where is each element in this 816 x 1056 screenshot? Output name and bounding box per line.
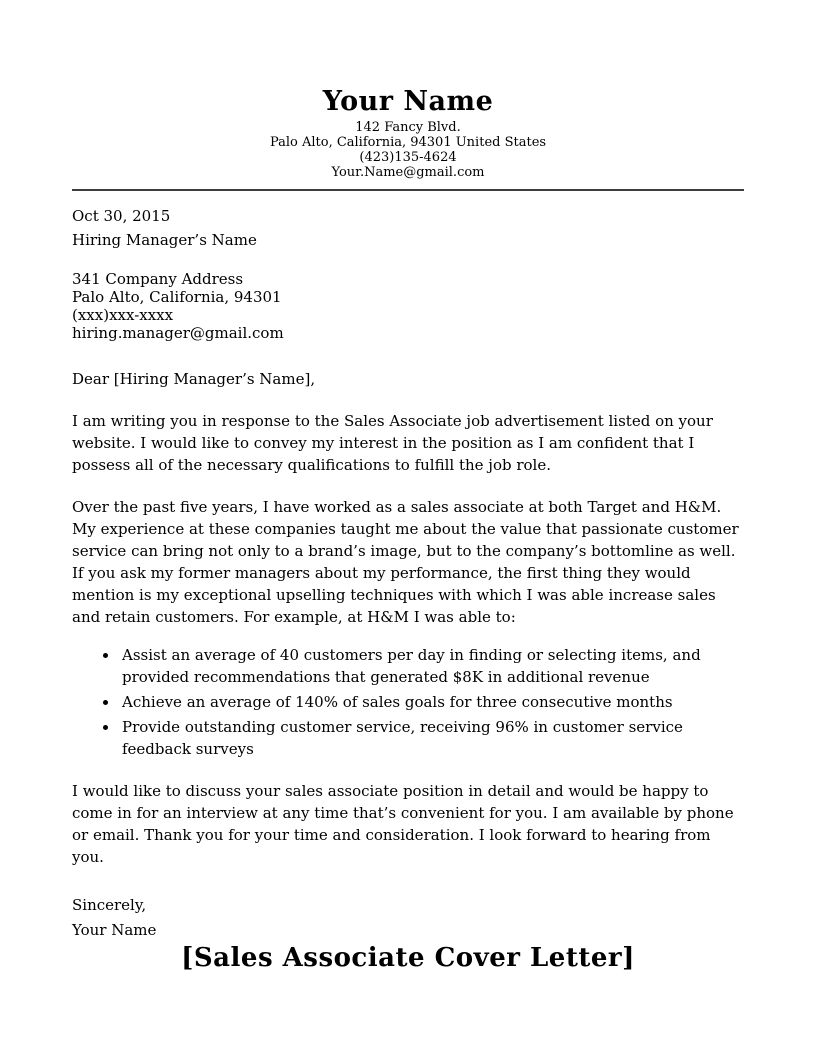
- list-item: • Assist an average of 40 customers per day in finding or selecting items, and provided recommendations that generated $8K in additional revenue: [119, 644, 744, 688]
- list-item: • Provide outstanding customer service, receiving 96% in customer service feedback surveys: [119, 716, 744, 760]
- applicant-name: Your Name: [322, 86, 494, 117]
- letterhead: [72, 0, 744, 180]
- letter-date: Oct 30, 2015: [72, 207, 171, 226]
- applicant-phone: (423)135-4624: [359, 150, 457, 166]
- recipient-block: [72, 204, 744, 342]
- signoff-block: [72, 893, 744, 943]
- list-item: • Achieve an average of 140% of sales goals for three consecutive months: [119, 691, 744, 713]
- company-street-address: 341 Company Address: [72, 270, 244, 289]
- document-title: [Sales Associate Cover Letter]: [181, 943, 635, 974]
- applicant-street-address: 142 Fancy Blvd.: [355, 120, 461, 136]
- letterhead-divider: [72, 189, 744, 191]
- recipient-name: Hiring Manager’s Name: [72, 231, 257, 250]
- letter-body: [72, 368, 744, 868]
- paragraph-experience: Over the past five years, I have worked as a sales associate at both Target and H&M. My experience at these companies taught me about the value that passionate customer service can bring not only to a brand’s image, but to the company’s bottomline as well. If you ask my former managers about my performance, the first thing they would mention is my exceptional upselling techniques with which I was able increase sales and retain customers. For example, at H&M I was able to:: [72, 498, 739, 627]
- company-phone: (xxx)xxx-xxxx: [72, 306, 174, 325]
- paragraph-intro: I am writing you in response to the Sales Associate job advertisement listed on your website. I would like to convey my interest in the position as I am confident that I possess all of the necessary qualifications to fulfill the job role.: [72, 412, 713, 475]
- company-email: hiring.manager@gmail.com: [72, 324, 284, 343]
- applicant-email: Your.Name@gmail.com: [331, 165, 485, 181]
- company-city-state: Palo Alto, California, 94301: [72, 288, 282, 307]
- accomplishments-list: [72, 644, 744, 760]
- applicant-city-state: Palo Alto, California, 94301 United States: [269, 135, 547, 151]
- closing-word: Sincerely,: [72, 896, 147, 915]
- salutation: Dear [Hiring Manager’s Name],: [72, 370, 316, 389]
- company-address-block: [72, 270, 744, 342]
- paragraph-closing: I would like to discuss your sales associate position in detail and would be happy to come in for an interview at any time that’s convenient for you. I am available by phone or email. Thank you for your time and consideration. I look forward to hearing from you.: [72, 782, 734, 867]
- signature-name: Your Name: [72, 921, 157, 940]
